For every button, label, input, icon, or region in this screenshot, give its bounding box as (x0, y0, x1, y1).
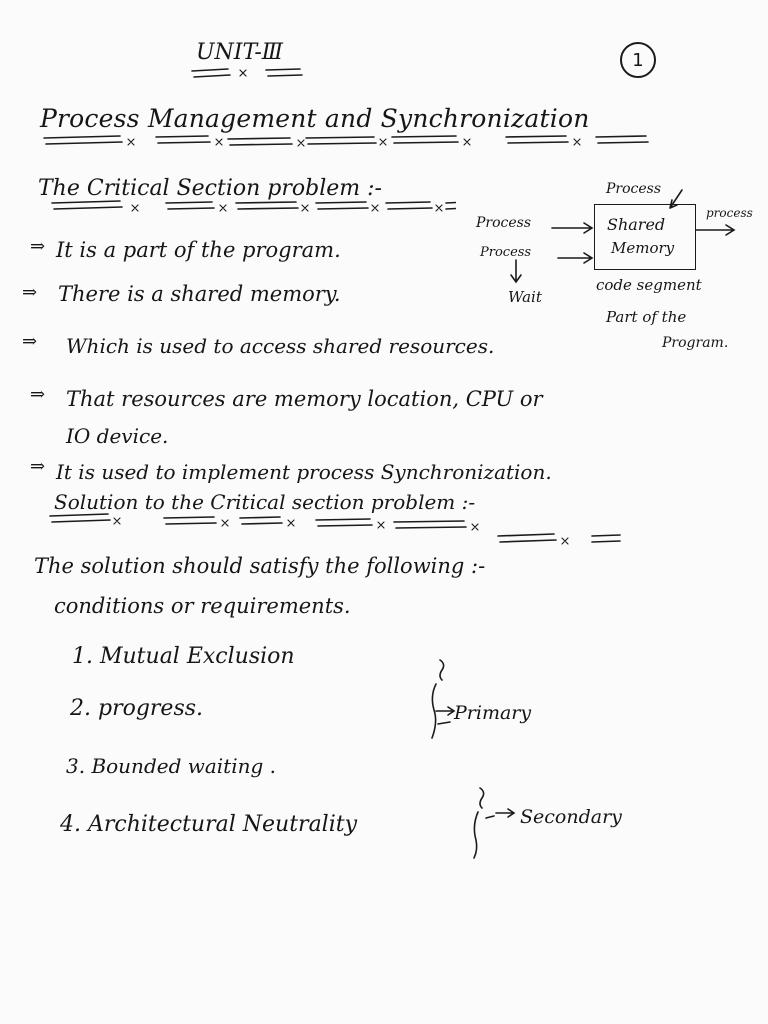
wait-label: Wait (508, 288, 542, 306)
primary-label: Primary (454, 702, 532, 724)
bullet-text: It is used to implement process Synchronization. (56, 460, 552, 484)
bullet-text-continued: IO device. (66, 424, 169, 448)
requirement-item: 1. Mutual Exclusion (72, 644, 295, 669)
solution-heading: Solution to the Critical section problem :- (54, 490, 476, 514)
page-number: 1 (632, 49, 644, 71)
left-process-1-arrow-icon (550, 220, 596, 236)
bullet-text: It is a part of the program. (56, 238, 341, 262)
unit-underline-icon (188, 66, 308, 82)
diagram-left-process-1: Process (476, 215, 532, 231)
heading-underline-icon (36, 198, 456, 216)
diagram-left-process-2: Process (480, 245, 532, 260)
primary-brace-icon (416, 656, 456, 746)
secondary-arrow-icon (494, 806, 518, 820)
bullet-text: Which is used to access shared resources. (66, 334, 495, 358)
left-process-2-arrow-icon (556, 250, 596, 266)
bullet-arrow-icon: ⇒ (22, 282, 38, 303)
critical-section-heading: The Critical Section problem :- (38, 176, 382, 201)
requirement-item: 4. Architectural Neutrality (60, 812, 358, 837)
diagram-note-code-segment: code segment (596, 276, 702, 294)
bullet-arrow-icon: ⇒ (22, 331, 38, 352)
box-line-1: Shared (607, 215, 666, 234)
diagram-top-process: Process (606, 181, 662, 197)
solution-underline-icon (44, 510, 644, 550)
title-underline-icon (36, 134, 656, 152)
diagram-note-part-of: Part of the (606, 308, 687, 326)
primary-arrow-icon (434, 704, 458, 718)
bullet-text: There is a shared memory. (58, 282, 341, 306)
bullet-text: That resources are memory location, CPU or (66, 387, 543, 411)
unit-heading: UNIT-Ⅲ (196, 40, 283, 65)
secondary-label: Secondary (520, 806, 622, 828)
diagram-right-process: process (706, 206, 753, 220)
secondary-brace-icon (456, 784, 496, 864)
right-process-arrow-icon (694, 222, 740, 238)
bullet-arrow-icon: ⇒ (30, 236, 46, 257)
requirement-item: 2. progress. (70, 696, 204, 721)
solution-intro-line-2: conditions or requirements. (54, 594, 351, 618)
solution-intro-line-1: The solution should satisfy the following :- (34, 554, 486, 578)
bullet-arrow-icon: ⇒ (30, 456, 46, 477)
shared-memory-box (594, 204, 696, 270)
requirement-item: 3. Bounded waiting . (66, 754, 277, 778)
bullet-arrow-icon: ⇒ (30, 384, 46, 405)
page-number-circle (620, 42, 656, 78)
page-title: Process Management and Synchronization (40, 104, 590, 133)
box-line-2: Memory (611, 239, 675, 257)
diagram-note-program: Program. (662, 335, 729, 351)
wait-arrow-icon (506, 258, 526, 286)
